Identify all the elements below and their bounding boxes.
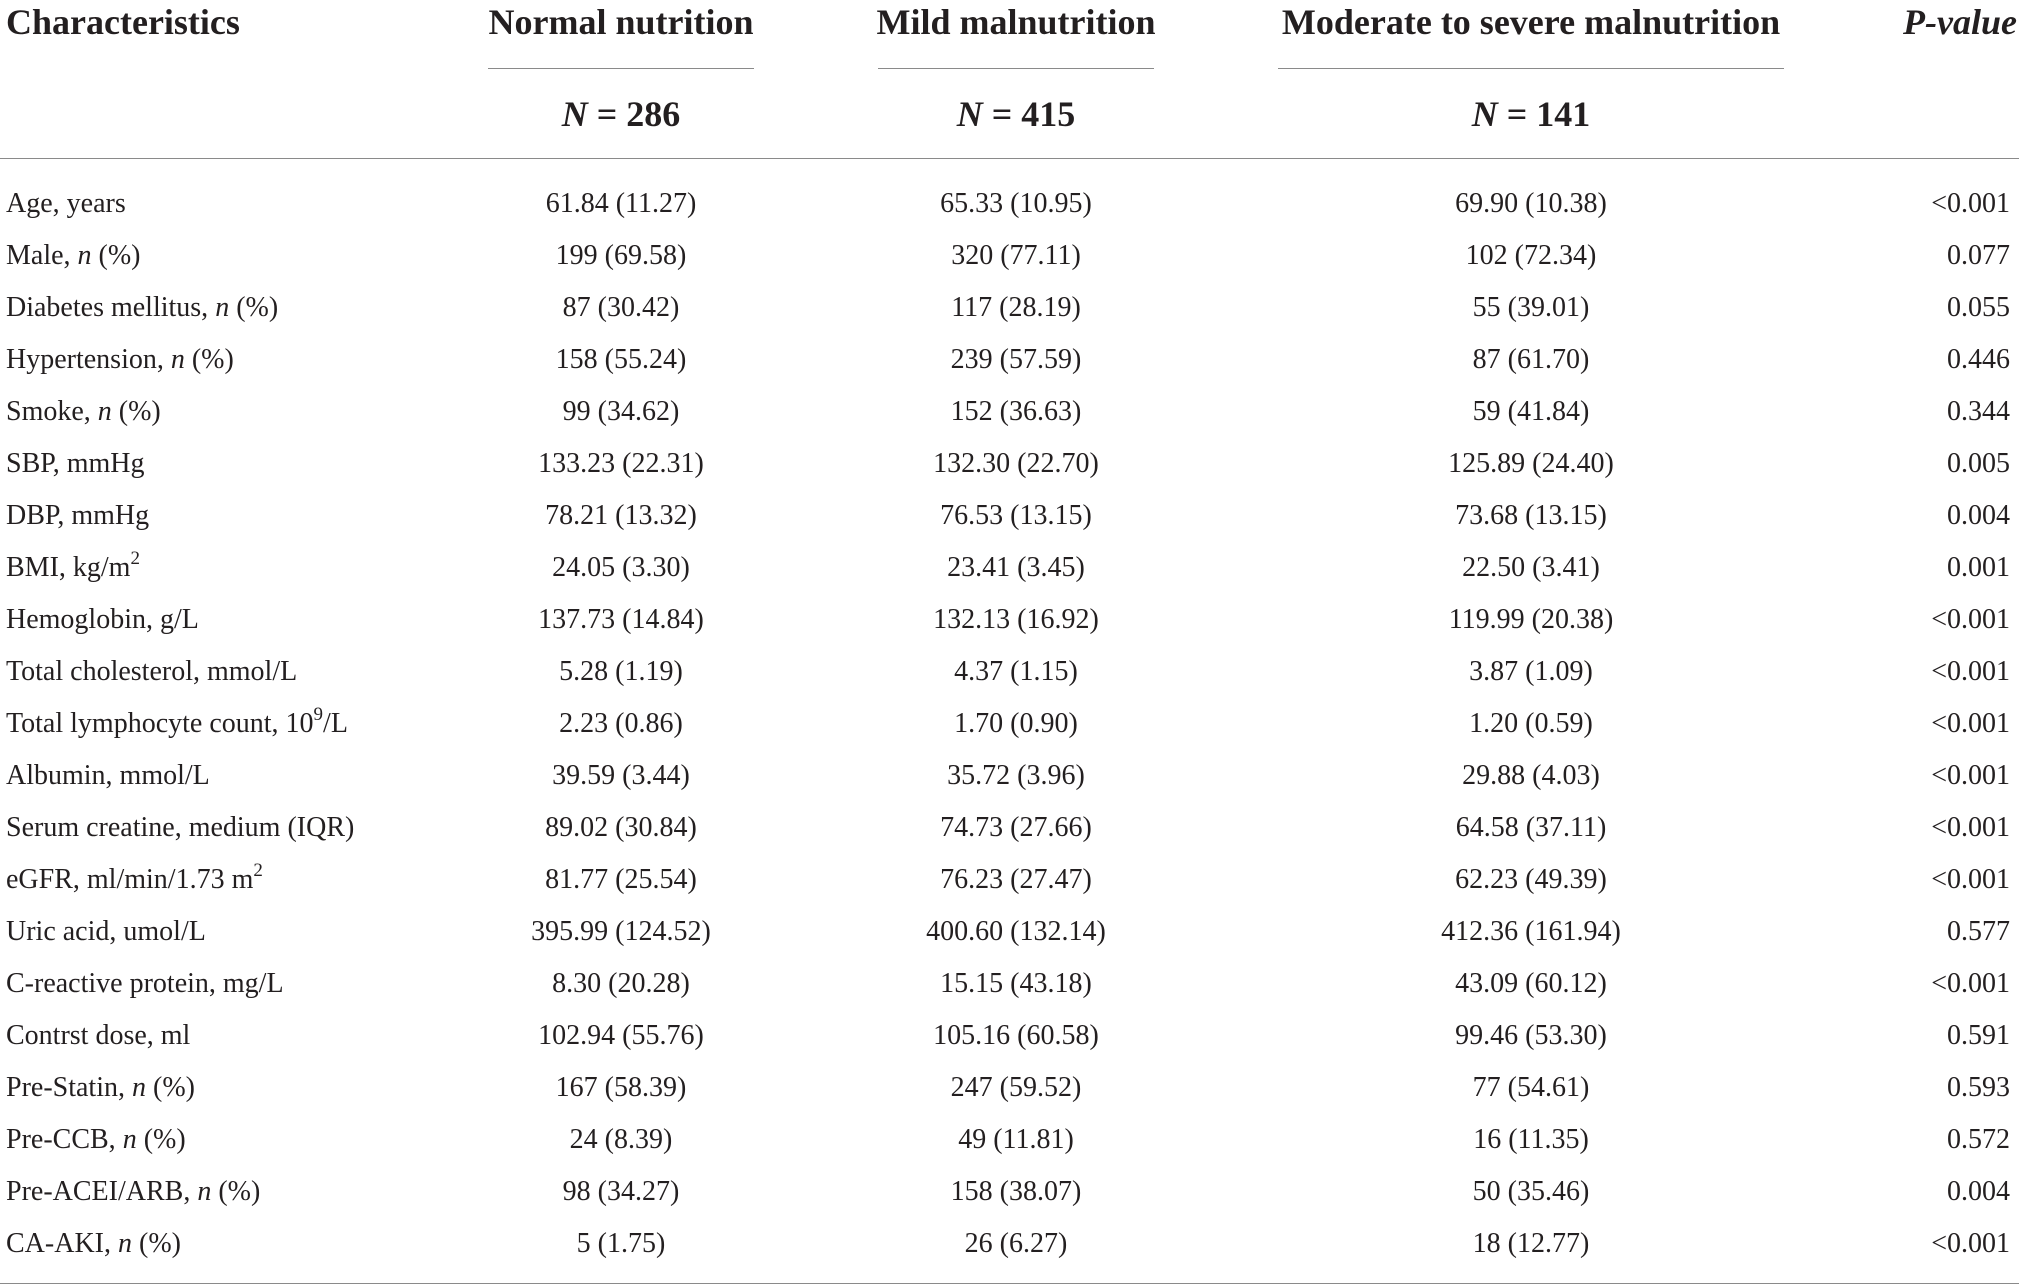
header-rule xyxy=(0,158,2019,159)
cell-normal-nutrition: 39.59 (3.44) xyxy=(552,760,690,791)
table-row xyxy=(0,854,2019,906)
cell-normal-nutrition: 199 (69.58) xyxy=(555,240,687,271)
row-label-text: Pre-ACEI/ARB, xyxy=(6,1176,198,1207)
row-label-text: C-reactive protein, mg/L xyxy=(6,968,284,999)
cell-normal-nutrition: 133.23 (22.31) xyxy=(538,448,704,479)
cell-mild-malnutrition: 1.70 (0.90) xyxy=(954,708,1078,739)
row-label-suffix: (%) xyxy=(111,396,161,427)
cell-mild-malnutrition: 247 (59.52) xyxy=(950,1072,1082,1103)
table-row xyxy=(0,1166,2019,1218)
row-label xyxy=(6,230,141,282)
cell-p-value: 0.446 xyxy=(1947,344,2010,375)
cell-moderate-severe-malnutrition: 77 (54.61) xyxy=(1472,1072,1590,1103)
cell-moderate-severe-malnutrition: 125.89 (24.40) xyxy=(1448,448,1614,479)
cell-mild-malnutrition: 105.16 (60.58) xyxy=(933,1020,1099,1051)
row-label xyxy=(6,334,234,386)
cell-mild-malnutrition: 35.72 (3.96) xyxy=(947,760,1085,791)
cell-normal-nutrition: 78.21 (13.32) xyxy=(545,500,697,531)
row-label-unit-suffix: /L xyxy=(323,708,348,739)
row-label-text: Male, xyxy=(6,240,78,271)
table-row xyxy=(0,490,2019,542)
cell-normal-nutrition: 8.30 (20.28) xyxy=(552,968,690,999)
table-row xyxy=(0,906,2019,958)
row-label-text: Hemoglobin, g/L xyxy=(6,604,199,635)
row-label xyxy=(6,594,199,646)
cell-moderate-severe-malnutrition: 87 (61.70) xyxy=(1472,344,1590,375)
row-label-text: Smoke, xyxy=(6,396,98,427)
n-mild xyxy=(876,92,1156,136)
cell-normal-nutrition: 395.99 (124.52) xyxy=(531,916,711,947)
row-label-text: Albumin, mmol/L xyxy=(6,760,210,791)
cell-p-value: 0.004 xyxy=(1947,1176,2010,1207)
cell-moderate-severe-malnutrition: 3.87 (1.09) xyxy=(1469,656,1593,687)
table-row xyxy=(0,1218,2019,1270)
row-label-italic: n xyxy=(122,1124,137,1155)
cell-p-value: <0.001 xyxy=(1931,812,2010,843)
cell-normal-nutrition: 137.73 (14.84) xyxy=(538,604,704,635)
cell-moderate-severe-malnutrition: 16 (11.35) xyxy=(1473,1124,1589,1155)
cell-p-value: 0.005 xyxy=(1947,448,2010,479)
cell-moderate-severe-malnutrition: 18 (12.77) xyxy=(1472,1228,1590,1259)
header-mild-malnutrition: Mild malnutrition xyxy=(876,2,1156,42)
cell-moderate-severe-malnutrition: 22.50 (3.41) xyxy=(1462,552,1600,583)
row-label-superscript: 9 xyxy=(313,703,324,725)
row-label-text: Total cholesterol, mmol/L xyxy=(6,656,298,687)
row-label-suffix: (%) xyxy=(136,1124,186,1155)
cell-moderate-severe-malnutrition: 55 (39.01) xyxy=(1472,292,1590,323)
table-row xyxy=(0,646,2019,698)
row-label-text: Total lymphocyte count, 10 xyxy=(6,708,314,739)
row-label-suffix: (%) xyxy=(184,344,234,375)
cell-normal-nutrition: 87 (30.42) xyxy=(562,292,680,323)
cell-moderate-severe-malnutrition: 59 (41.84) xyxy=(1472,396,1590,427)
row-label xyxy=(6,282,278,334)
row-label xyxy=(6,958,284,1010)
n-label: N xyxy=(1471,94,1498,134)
cell-moderate-severe-malnutrition: 69.90 (10.38) xyxy=(1455,188,1607,219)
row-label-italic: n xyxy=(197,1176,212,1207)
cell-moderate-severe-malnutrition: 29.88 (4.03) xyxy=(1462,760,1600,791)
cell-p-value: 0.001 xyxy=(1947,552,2010,583)
row-label xyxy=(6,1062,195,1114)
row-label-italic: n xyxy=(118,1228,132,1259)
cell-normal-nutrition: 2.23 (0.86) xyxy=(559,708,683,739)
cell-mild-malnutrition: 74.73 (27.66) xyxy=(940,812,1092,843)
row-label xyxy=(6,906,206,958)
row-label xyxy=(6,386,161,438)
row-label xyxy=(6,178,126,230)
cell-p-value: <0.001 xyxy=(1931,656,2010,687)
cell-mild-malnutrition: 49 (11.81) xyxy=(958,1124,1074,1155)
row-label xyxy=(6,698,348,750)
row-label-text: eGFR, ml/min/1.73 m xyxy=(6,864,254,895)
cell-normal-nutrition: 158 (55.24) xyxy=(555,344,687,375)
cell-p-value: 0.004 xyxy=(1947,500,2010,531)
row-label-text: SBP, mmHg xyxy=(6,448,145,479)
table-row xyxy=(0,750,2019,802)
cell-p-value: 0.077 xyxy=(1947,240,2010,271)
n-value: 415 xyxy=(1021,94,1076,134)
row-label-italic: n xyxy=(77,240,92,271)
cell-mild-malnutrition: 158 (38.07) xyxy=(950,1176,1082,1207)
cell-p-value: 0.591 xyxy=(1947,1020,2010,1051)
cell-p-value: <0.001 xyxy=(1931,864,2010,895)
row-label-italic: n xyxy=(170,344,185,375)
row-label-text: Pre-Statin, xyxy=(6,1072,132,1103)
cell-moderate-severe-malnutrition: 43.09 (60.12) xyxy=(1455,968,1607,999)
table-row xyxy=(0,802,2019,854)
row-label-text: BMI, kg/m xyxy=(6,552,131,583)
row-label xyxy=(6,750,210,802)
row-label xyxy=(6,1218,181,1270)
row-label-italic: n xyxy=(132,1072,146,1103)
cell-mild-malnutrition: 320 (77.11) xyxy=(951,240,1081,271)
table-row xyxy=(0,1010,2019,1062)
n-label: N xyxy=(956,94,983,134)
cell-mild-malnutrition: 152 (36.63) xyxy=(950,396,1082,427)
cell-moderate-severe-malnutrition: 412.36 (161.94) xyxy=(1441,916,1621,947)
cell-mild-malnutrition: 132.30 (22.70) xyxy=(933,448,1099,479)
cell-moderate-severe-malnutrition: 62.23 (49.39) xyxy=(1455,864,1607,895)
row-label-suffix: (%) xyxy=(229,292,279,323)
n-normal xyxy=(486,92,756,136)
header-characteristics: Characteristics xyxy=(6,2,240,42)
n-equals: = xyxy=(587,94,627,134)
row-label xyxy=(6,1114,186,1166)
cell-normal-nutrition: 89.02 (30.84) xyxy=(545,812,697,843)
row-label-italic: n xyxy=(97,396,112,427)
row-label xyxy=(6,646,297,698)
n-moderate xyxy=(1276,92,1786,136)
row-label-text: Age, years xyxy=(6,188,126,219)
cell-p-value: 0.055 xyxy=(1947,292,2010,323)
cell-normal-nutrition: 24 (8.39) xyxy=(569,1124,673,1155)
n-label: N xyxy=(561,94,588,134)
cell-p-value: <0.001 xyxy=(1931,708,2010,739)
subrule-mild xyxy=(878,68,1154,69)
cell-p-value: <0.001 xyxy=(1931,968,2010,999)
row-label-text: Serum creatine, medium (IQR) xyxy=(6,812,355,843)
row-label-superscript: 2 xyxy=(253,859,263,881)
cell-normal-nutrition: 102.94 (55.76) xyxy=(538,1020,704,1051)
row-label-suffix: (%) xyxy=(211,1176,261,1207)
cell-normal-nutrition: 61.84 (11.27) xyxy=(545,188,697,219)
cell-normal-nutrition: 81.77 (25.54) xyxy=(545,864,697,895)
cell-p-value: <0.001 xyxy=(1931,1228,2010,1259)
cell-mild-malnutrition: 132.13 (16.92) xyxy=(933,604,1099,635)
table-body xyxy=(0,178,2019,1270)
row-label xyxy=(6,1010,190,1062)
cell-normal-nutrition: 98 (34.27) xyxy=(562,1176,680,1207)
row-label-suffix: (%) xyxy=(132,1228,181,1259)
row-label-superscript: 2 xyxy=(130,547,140,569)
cell-p-value: 0.344 xyxy=(1947,396,2010,427)
table-row xyxy=(0,1062,2019,1114)
row-label-text: Hypertension, xyxy=(6,344,171,375)
row-label xyxy=(6,802,354,854)
table-row xyxy=(0,438,2019,490)
row-label-text: Diabetes mellitus, xyxy=(6,292,216,323)
row-label-suffix: (%) xyxy=(91,240,141,271)
cell-normal-nutrition: 5 (1.75) xyxy=(576,1228,666,1259)
table-bottom-rule xyxy=(0,1283,2019,1284)
cell-mild-malnutrition: 26 (6.27) xyxy=(964,1228,1068,1259)
cell-mild-malnutrition: 400.60 (132.14) xyxy=(926,916,1106,947)
table-row xyxy=(0,698,2019,750)
cell-moderate-severe-malnutrition: 64.58 (37.11) xyxy=(1455,812,1607,843)
row-label xyxy=(6,854,263,906)
table-row xyxy=(0,334,2019,386)
n-equals: = xyxy=(1497,94,1537,134)
table-row xyxy=(0,542,2019,594)
cell-normal-nutrition: 5.28 (1.19) xyxy=(559,656,683,687)
cell-moderate-severe-malnutrition: 73.68 (13.15) xyxy=(1455,500,1607,531)
table-row xyxy=(0,1114,2019,1166)
row-label xyxy=(6,490,149,542)
cell-p-value: <0.001 xyxy=(1931,760,2010,791)
table-row xyxy=(0,958,2019,1010)
row-label-text: DBP, mmHg xyxy=(6,500,150,531)
cell-mild-malnutrition: 117 (28.19) xyxy=(951,292,1081,323)
table-row xyxy=(0,178,2019,230)
cell-normal-nutrition: 24.05 (3.30) xyxy=(552,552,690,583)
n-value: 141 xyxy=(1536,94,1591,134)
subrule-normal xyxy=(488,68,754,69)
cell-moderate-severe-malnutrition: 102 (72.34) xyxy=(1465,240,1597,271)
cell-mild-malnutrition: 15.15 (43.18) xyxy=(940,968,1092,999)
row-label-text: Uric acid, umol/L xyxy=(6,916,206,947)
cell-mild-malnutrition: 4.37 (1.15) xyxy=(954,656,1078,687)
cell-mild-malnutrition: 23.41 (3.45) xyxy=(947,552,1085,583)
table-row xyxy=(0,230,2019,282)
row-label-text: CA-AKI, xyxy=(6,1228,118,1259)
table-row xyxy=(0,386,2019,438)
row-label xyxy=(6,438,145,490)
row-label xyxy=(6,1166,260,1218)
row-label-italic: n xyxy=(215,292,230,323)
cell-moderate-severe-malnutrition: 119.99 (20.38) xyxy=(1448,604,1614,635)
header-p-value: P-value xyxy=(1903,2,2017,42)
table-row xyxy=(0,594,2019,646)
cell-p-value: <0.001 xyxy=(1931,604,2010,635)
header-normal-nutrition: Normal nutrition xyxy=(488,2,754,42)
cell-moderate-severe-malnutrition: 1.20 (0.59) xyxy=(1469,708,1593,739)
row-label-text: Pre-CCB, xyxy=(6,1124,123,1155)
header-moderate-severe-malnutrition: Moderate to severe malnutrition xyxy=(1281,2,1781,42)
cell-moderate-severe-malnutrition: 50 (35.46) xyxy=(1472,1176,1590,1207)
cell-normal-nutrition: 99 (34.62) xyxy=(562,396,680,427)
cell-moderate-severe-malnutrition: 99.46 (53.30) xyxy=(1455,1020,1607,1051)
table-row xyxy=(0,282,2019,334)
cell-p-value: 0.572 xyxy=(1947,1124,2010,1155)
cell-p-value: <0.001 xyxy=(1931,188,2010,219)
cell-mild-malnutrition: 239 (57.59) xyxy=(950,344,1082,375)
n-equals: = xyxy=(982,94,1022,134)
row-label-text: Contrst dose, ml xyxy=(6,1020,191,1051)
n-value: 286 xyxy=(626,94,681,134)
row-label-suffix: (%) xyxy=(146,1072,195,1103)
cell-p-value: 0.577 xyxy=(1947,916,2010,947)
cell-normal-nutrition: 167 (58.39) xyxy=(555,1072,687,1103)
cell-mild-malnutrition: 65.33 (10.95) xyxy=(940,188,1092,219)
cell-p-value: 0.593 xyxy=(1947,1072,2010,1103)
subrule-moderate xyxy=(1278,68,1784,69)
cell-mild-malnutrition: 76.53 (13.15) xyxy=(940,500,1092,531)
row-label xyxy=(6,542,140,594)
cell-mild-malnutrition: 76.23 (27.47) xyxy=(940,864,1092,895)
